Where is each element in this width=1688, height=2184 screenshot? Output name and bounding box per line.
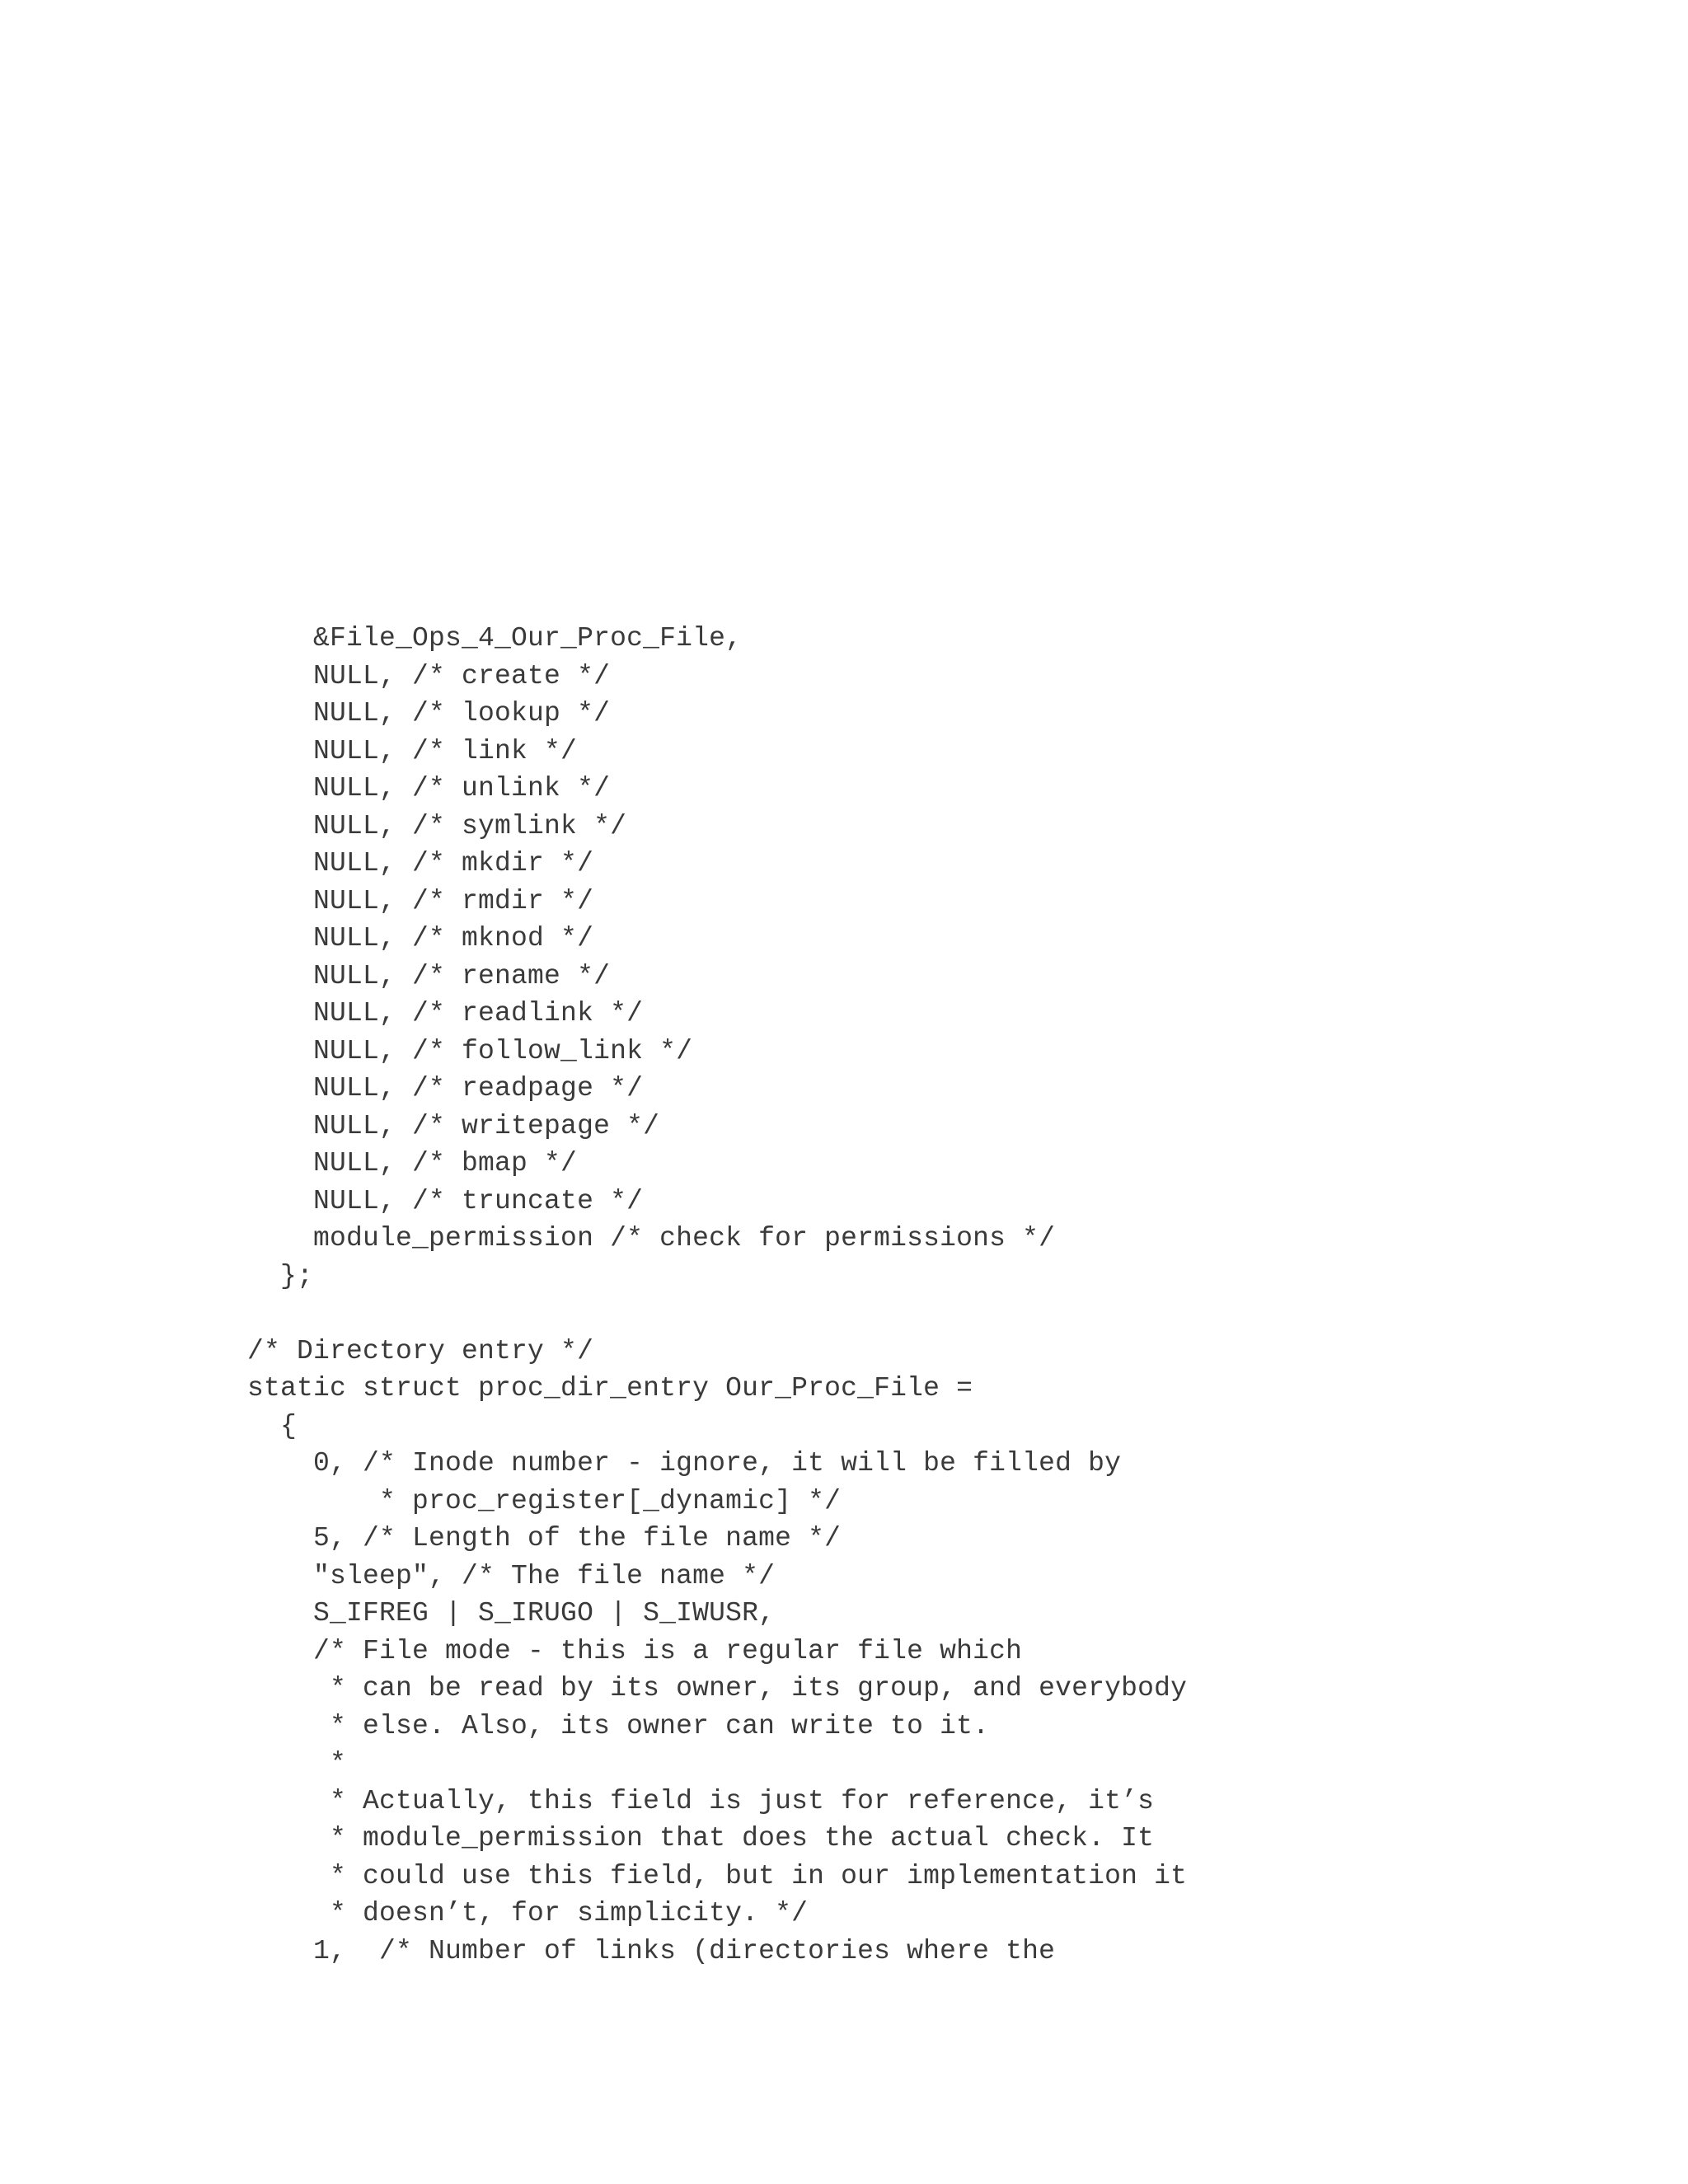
code-line: NULL, /* mknod */ xyxy=(247,923,594,954)
code-line: 5, /* Length of the file name */ xyxy=(247,1523,842,1554)
code-line: }; xyxy=(247,1260,314,1291)
code-listing xyxy=(247,620,1187,1970)
code-line-blank xyxy=(247,1295,1187,1333)
code-line: * doesn’t, for simplicity. */ xyxy=(247,1898,809,1929)
code-line: * xyxy=(247,1748,347,1779)
code-line: NULL, /* unlink */ xyxy=(247,773,611,804)
code-line: NULL, /* follow_link */ xyxy=(247,1035,693,1066)
code-line: NULL, /* writepage */ xyxy=(247,1110,660,1141)
code-line: static struct proc_dir_entry Our_Proc_File = xyxy=(247,1373,973,1404)
code-line: &File_Ops_4_Our_Proc_File, xyxy=(247,623,743,654)
code-line: * else. Also, its owner can write to it. xyxy=(247,1710,990,1741)
code-line: module_permission /* check for permissions */ xyxy=(247,1223,1056,1254)
code-line: NULL, /* rmdir */ xyxy=(247,885,594,916)
code-line: NULL, /* mkdir */ xyxy=(247,848,594,879)
code-line: /* Directory entry */ xyxy=(247,1335,594,1366)
code-line: 1, /* Number of links (directories where the xyxy=(247,1935,1056,1966)
code-line: NULL, /* truncate */ xyxy=(247,1185,644,1216)
code-line: /* File mode - this is a regular file which xyxy=(247,1635,1023,1666)
code-line: * proc_register[_dynamic] */ xyxy=(247,1485,842,1516)
code-line: NULL, /* rename */ xyxy=(247,960,611,991)
code-line: 0, /* Inode number - ignore, it will be filled by xyxy=(247,1448,1122,1479)
code-line: * can be read by its owner, its group, and everybody xyxy=(247,1673,1188,1704)
code-line: * could use this field, but in our implementation it xyxy=(247,1860,1188,1891)
code-line: NULL, /* symlink */ xyxy=(247,810,627,841)
code-line: S_IFREG | S_IRUGO | S_IWUSR, xyxy=(247,1598,776,1629)
code-line: "sleep", /* The file name */ xyxy=(247,1560,776,1591)
code-line: NULL, /* bmap */ xyxy=(247,1148,578,1179)
code-line: { xyxy=(247,1410,298,1441)
code-line: * module_permission that does the actual check. It xyxy=(247,1823,1155,1854)
code-line: NULL, /* create */ xyxy=(247,660,611,691)
code-line: * Actually, this field is just for reference, it’s xyxy=(247,1785,1155,1816)
code-line: NULL, /* link */ xyxy=(247,735,578,766)
code-line: NULL, /* readpage */ xyxy=(247,1073,644,1104)
code-line: NULL, /* lookup */ xyxy=(247,698,611,729)
code-line: NULL, /* readlink */ xyxy=(247,998,644,1029)
